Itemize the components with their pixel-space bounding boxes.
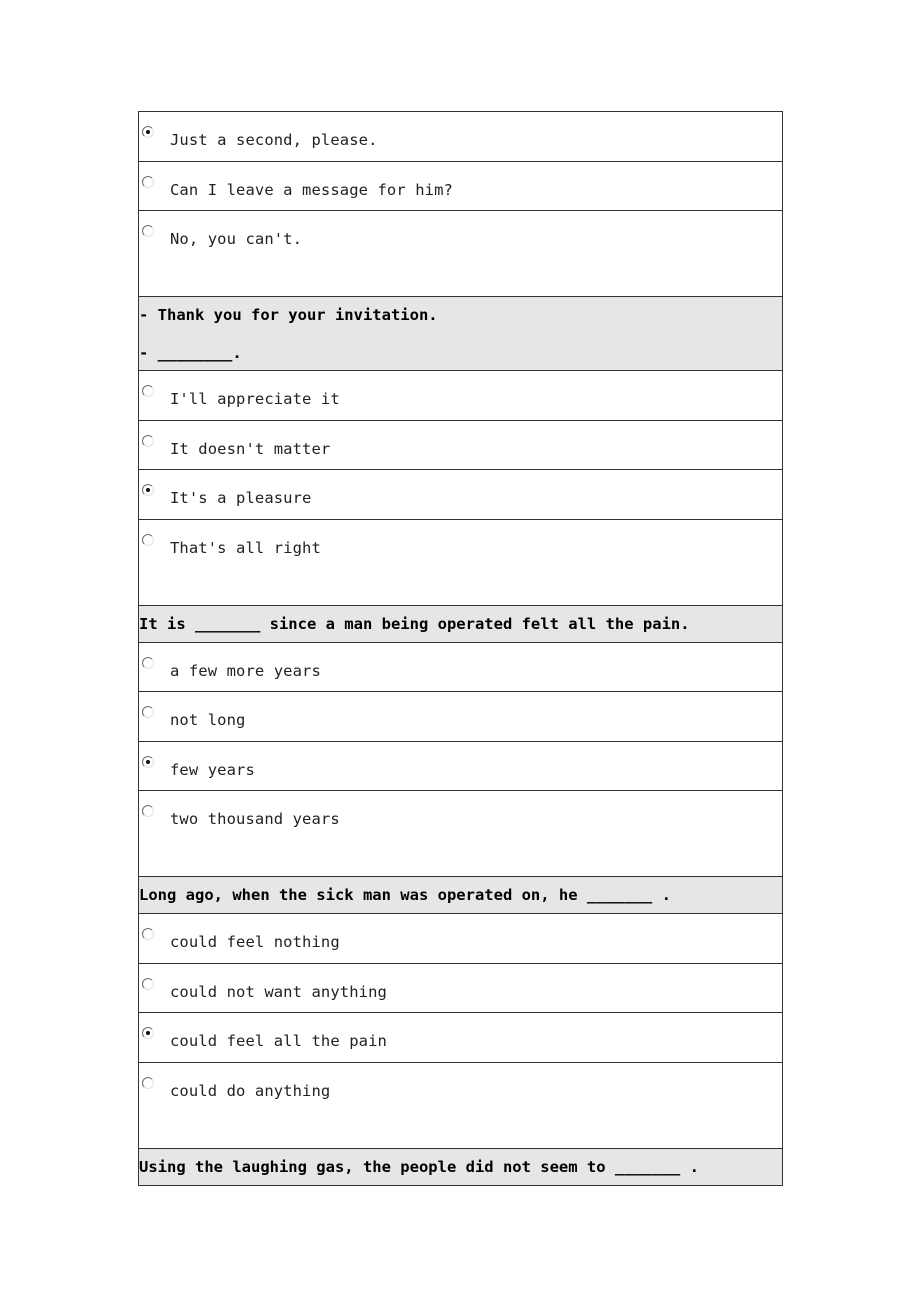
answer-option[interactable] xyxy=(138,470,783,520)
answer-option[interactable] xyxy=(138,791,783,877)
option-label: two thousand years xyxy=(170,810,340,828)
answer-option[interactable] xyxy=(138,914,783,964)
radio-button[interactable] xyxy=(142,928,154,940)
radio-button[interactable] xyxy=(142,978,154,990)
option-label: could not want anything xyxy=(170,982,387,1001)
radio-button[interactable] xyxy=(142,657,154,669)
question-prompt xyxy=(138,606,783,643)
option-label: Just a second, please. xyxy=(170,131,378,149)
answer-option[interactable] xyxy=(138,162,783,212)
option-label: That's all right xyxy=(170,538,321,557)
answer-option[interactable] xyxy=(138,692,783,742)
answer-option[interactable] xyxy=(138,1013,783,1063)
option-label: could feel all the pain xyxy=(170,1032,387,1050)
option-label: Can I leave a message for him? xyxy=(170,180,453,199)
answer-option[interactable] xyxy=(138,211,783,297)
quiz-table xyxy=(138,111,783,1186)
answer-option[interactable] xyxy=(138,1063,783,1149)
option-label: It's a pleasure xyxy=(170,489,312,507)
question-text: - ________. xyxy=(139,344,242,362)
radio-button[interactable] xyxy=(142,534,154,546)
question-text: - Thank you for your invitation. xyxy=(139,306,438,324)
question-prompt xyxy=(138,877,783,914)
answer-option[interactable] xyxy=(138,112,783,162)
radio-button[interactable] xyxy=(142,706,154,718)
answer-option[interactable] xyxy=(138,643,783,693)
option-label: No, you can't. xyxy=(170,230,303,248)
option-label: It doesn't matter xyxy=(170,439,331,458)
radio-button[interactable] xyxy=(142,805,154,817)
option-label: could do anything xyxy=(170,1081,331,1100)
option-label: could feel nothing xyxy=(170,933,340,951)
question-text: Using the laughing gas, the people did not seem to _______ . xyxy=(139,1157,699,1176)
option-label: not long xyxy=(170,711,246,729)
answer-option[interactable] xyxy=(138,421,783,471)
answer-option[interactable] xyxy=(138,520,783,606)
radio-button[interactable] xyxy=(142,1027,154,1039)
radio-button[interactable] xyxy=(142,225,154,237)
option-label: I'll appreciate it xyxy=(170,390,340,408)
radio-button[interactable] xyxy=(142,756,154,768)
answer-option[interactable] xyxy=(138,964,783,1014)
radio-button[interactable] xyxy=(142,385,154,397)
radio-button[interactable] xyxy=(142,126,154,138)
question-text: Long ago, when the sick man was operated on, he _______ . xyxy=(139,886,671,904)
question-prompt xyxy=(138,297,783,371)
question-text: It is _______ since a man being operated felt all the pain. xyxy=(139,614,690,633)
question-prompt xyxy=(138,1149,783,1186)
radio-button[interactable] xyxy=(142,1077,154,1089)
radio-button[interactable] xyxy=(142,435,154,447)
radio-button[interactable] xyxy=(142,484,154,496)
answer-option[interactable] xyxy=(138,371,783,421)
option-label: a few more years xyxy=(170,661,321,680)
radio-button[interactable] xyxy=(142,176,154,188)
answer-option[interactable] xyxy=(138,742,783,792)
option-label: few years xyxy=(170,760,255,779)
